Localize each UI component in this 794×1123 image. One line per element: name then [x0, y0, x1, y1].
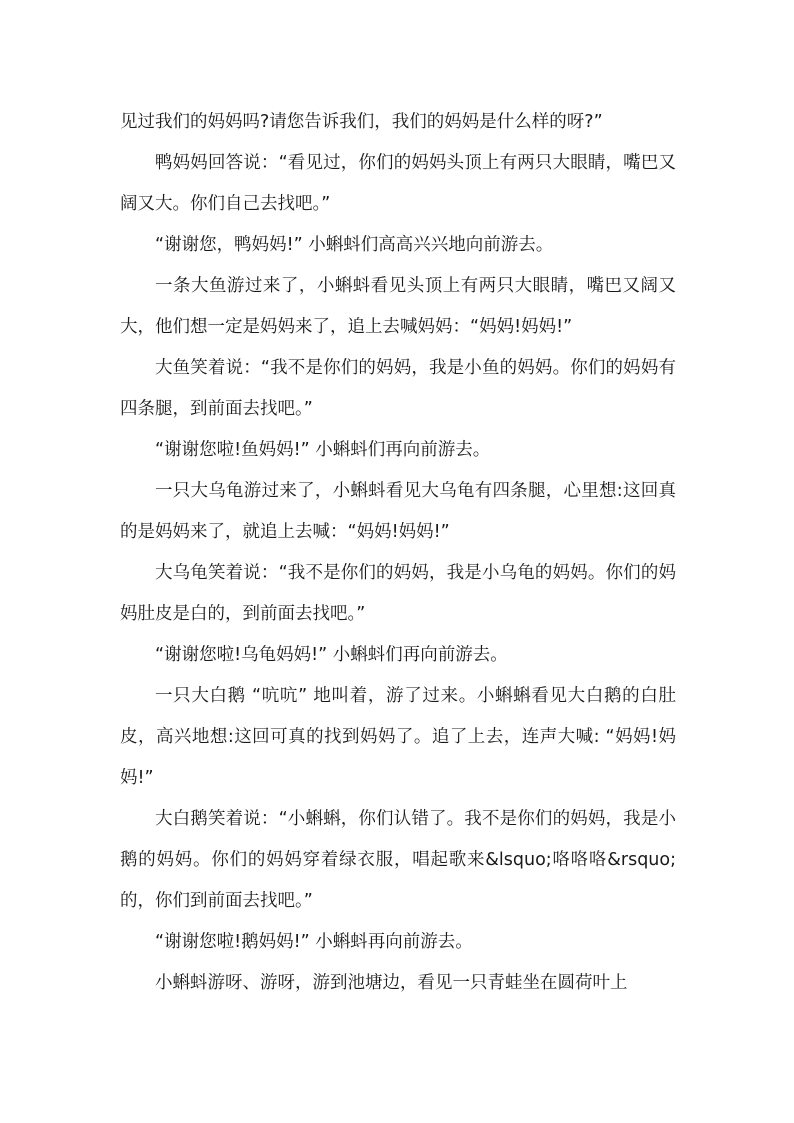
paragraph-10: 一只大白鹅 “吭吭” 地叫着，游了过来。小蝌蝌看见大白鹅的白肚皮，高兴地想:这回可真的找到妈妈了。追了上去，连声大喊: “妈妈!妈妈!” [120, 686, 676, 788]
paragraph-4: 一条大鱼游过来了，小蝌蚪看见头顶上有两只大眼睛，嘴巴又阔又大，他们想一定是妈妈来了，追上去喊妈妈：“妈妈!妈妈!” [120, 276, 676, 337]
paragraph-3: “谢谢您，鸭妈妈!” 小蝌蚪们高高兴兴地向前游去。 [155, 235, 554, 255]
story-text [120, 102, 676, 1004]
paragraph-5: 大鱼笑着说：“我不是你们的妈妈，我是小鱼的妈妈。你们的妈妈有四条腿，到前面去找吧。” [120, 358, 676, 419]
paragraph-6: “谢谢您啦!鱼妈妈!” 小蝌蚪们再向前游去。 [155, 440, 491, 460]
paragraph-9: “谢谢您啦!乌龟妈妈!” 小蝌蚪们再向前游去。 [155, 645, 508, 665]
paragraph-2: 鸭妈妈回答说：“看见过，你们的妈妈头顶上有两只大眼睛，嘴巴又阔又大。你们自己去找吧。” [120, 153, 676, 214]
paragraph-11: 大白鹅笑着说：“小蝌蝌，你们认错了。我不是你们的妈妈，我是小鹅的妈妈。你们的妈妈穿着绿衣服，唱起歌来&lsquo;咯咯咯&rsquo;的，你们到前面去找吧。” [120, 809, 676, 911]
paragraph-13: 小蝌蚪游呀、游呀，游到池塘边，看见一只青蛙坐在圆荷叶上 [155, 973, 628, 993]
paragraph-8: 大乌龟笑着说：“我不是你们的妈妈，我是小乌龟的妈妈。你们的妈妈肚皮是白的，到前面去找吧。” [120, 563, 676, 624]
paragraph-1: 见过我们的妈妈吗?请您告诉我们，我们的妈妈是什么样的呀?” [120, 112, 603, 132]
paragraph-7: 一只大乌龟游过来了，小蝌蚪看见大乌龟有四条腿，心里想:这回真的是妈妈来了，就追上去喊：“妈妈!妈妈!” [120, 481, 676, 542]
paragraph-12: “谢谢您啦!鹅妈妈!” 小蝌蚪再向前游去。 [155, 932, 473, 952]
